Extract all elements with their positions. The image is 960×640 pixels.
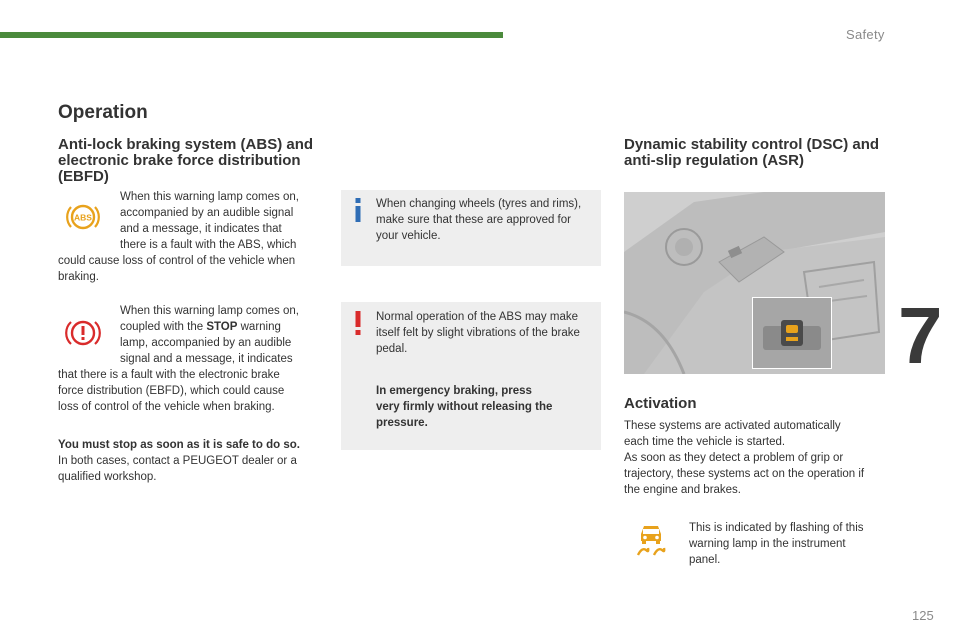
text-line: This is indicated by flashing of this [689,522,864,534]
text-line: lamp, accompanied by an audible [120,337,292,349]
info-icon [353,198,363,222]
page-title: Operation [58,102,148,123]
text-run: coupled with the [120,321,207,333]
text-line: the engine and brakes. [624,484,742,496]
text-line: very firmly without releasing the [376,401,553,413]
abs-icon-label: ABS [74,212,92,223]
text-line: signal and a message, it indicates [120,353,293,365]
text-line: accompanied by an audible signal [120,207,294,219]
text-line: pedal. [376,343,408,355]
chapter-number: 7 [898,291,943,380]
text-line: braking. [58,271,99,283]
text-line: qualified workshop. [58,471,157,483]
dsc-heading: Dynamic stability control (DSC) and anti-slip regulation (ASR) [624,136,880,169]
text-line: When changing wheels (tyres and rims), [376,198,582,210]
text-run: warning [237,321,281,333]
text-line: make sure that these are approved for [376,214,571,226]
text-line: When this warning lamp comes on, [120,191,299,203]
stop-label: STOP [206,321,238,333]
activation-heading: Activation [624,395,697,412]
text-line: could cause loss of control of the vehicle when [58,255,296,267]
text-line: itself felt by slight vibrations of the brake [376,327,580,339]
abs-heading: Anti-lock braking system (ABS) and electronic brake force distribution (EBFD) [58,136,314,185]
skid-warning-icon [632,520,670,558]
text-line: each time the vehicle is started. [624,436,786,448]
text-line: that there is a fault with the electronic brake [58,369,280,381]
text-line: In both cases, contact a PEUGEOT dealer or a [58,455,297,467]
text-line: As soon as they detect a problem of grip or [624,452,844,464]
text-line: trajectory, these systems act on the operation if [624,468,865,480]
ebfd-paragraph [58,303,320,415]
text-line: panel. [689,554,721,566]
stop-notice-paragraph [58,437,320,485]
text-line [58,319,320,335]
stop-notice: You must stop as soon as it is safe to do so. [58,439,300,451]
info-note-box [341,190,601,266]
text-line: and a message, it indicates that [120,223,282,235]
text-line: there is a fault with the ABS, which [120,239,297,251]
text-line: When this warning lamp comes on, [120,305,299,317]
abs-paragraph [58,189,320,285]
text-line: These systems are activated automatically [624,420,841,432]
header-accent-bar [0,32,503,38]
flash-indicator-paragraph [689,520,879,568]
text-line: warning lamp in the instrument [689,538,846,550]
text-line: pressure. [376,417,428,429]
text-line: loss of control of the vehicle when braking. [58,401,275,413]
section-label: Safety [846,27,885,42]
activation-paragraph [624,418,890,498]
text-line: In emergency braking, press [376,385,532,397]
warning-note-box [341,302,601,450]
exclamation-icon [353,311,363,335]
dsc-button-closeup [752,297,832,369]
text-line: Normal operation of the ABS may make [376,311,578,323]
text-line: force distribution (EBFD), which could cause [58,385,285,397]
page-number: 125 [912,608,934,623]
text-line: your vehicle. [376,230,441,242]
